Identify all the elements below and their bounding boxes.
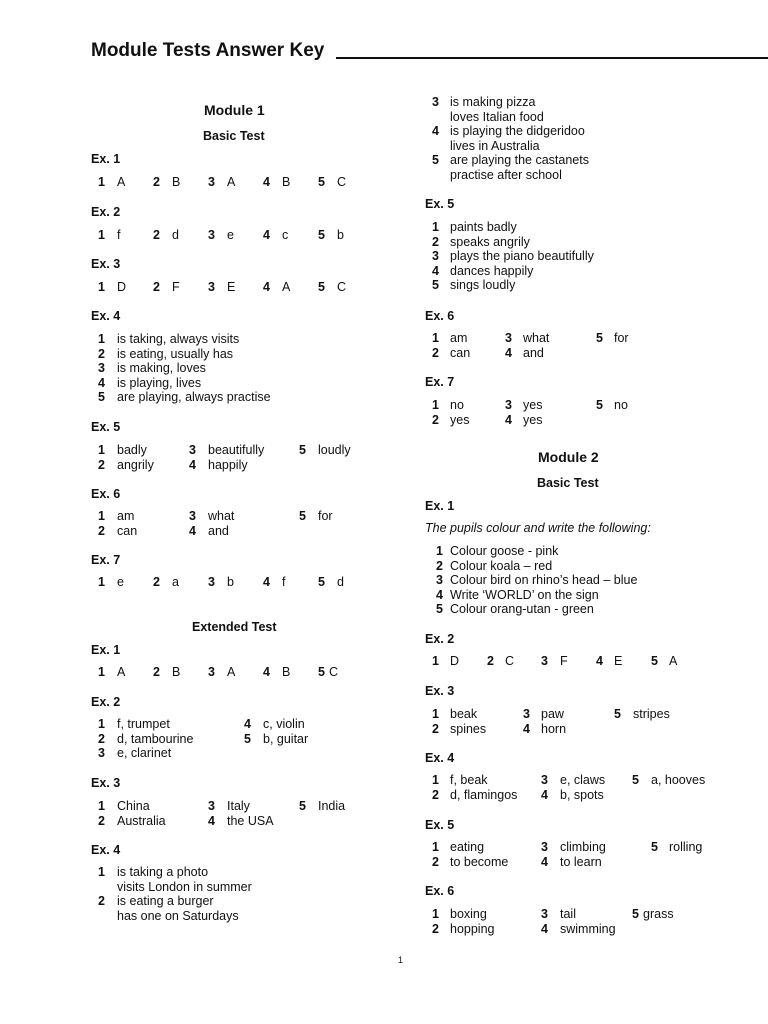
item-number: 1: [98, 575, 105, 589]
answer-text: rolling: [669, 840, 703, 854]
answer-text: lives in Australia: [450, 138, 540, 153]
item-number: 1: [432, 654, 439, 668]
item-number: 3: [208, 228, 215, 242]
page-title: Module Tests Answer Key: [91, 40, 325, 61]
m2-ex5-heading: Ex. 5: [425, 818, 455, 832]
answer-text: e: [227, 228, 234, 242]
item-number: 3: [208, 665, 215, 679]
item-number: 3: [98, 361, 105, 376]
item-number: 4: [505, 345, 512, 360]
answer-text: happily: [208, 457, 248, 472]
answer-text: Australia: [117, 813, 166, 828]
item-number: 2: [153, 575, 160, 589]
item-number: 3: [541, 654, 548, 668]
item-number: 3: [98, 746, 105, 761]
answer-text: are playing the castanets: [450, 153, 589, 168]
item-number: 5: [432, 153, 439, 168]
m1-basic-ex1-heading: Ex. 1: [91, 152, 121, 166]
item-number: 1: [98, 509, 105, 523]
module-2-heading: Module 2: [538, 449, 599, 465]
m1-extended-ex5-heading: Ex. 5: [425, 197, 455, 211]
answer-text: is eating, usually has: [117, 346, 234, 361]
answer-text: A: [227, 665, 236, 679]
answer-text: to learn: [560, 854, 602, 869]
m2-ex1-heading: Ex. 1: [425, 499, 455, 513]
answer-text: India: [318, 799, 346, 813]
item-number: 3: [189, 509, 196, 523]
item-number: 2: [487, 654, 494, 668]
item-number: 5: [596, 398, 603, 412]
answer-text: B: [172, 175, 181, 189]
answer-text: A: [669, 654, 678, 668]
item-number: 3: [432, 95, 439, 109]
item-number: 3: [436, 573, 443, 588]
item-number: 5: [318, 280, 325, 294]
answer-text: angrily: [117, 457, 154, 472]
item-number: 4: [263, 175, 270, 189]
answer-text: speaks angrily: [450, 234, 530, 249]
item-number: 1: [432, 840, 439, 854]
answer-text: is playing, lives: [117, 375, 202, 390]
answer-text: is making pizza: [450, 95, 536, 109]
item-number: 4: [208, 813, 215, 828]
item-number: 4: [541, 921, 548, 936]
item-number: 5: [299, 799, 306, 813]
answer-text: C: [505, 654, 515, 668]
item-number: 3: [208, 575, 215, 589]
answer-text: plays the piano beautifully: [450, 249, 594, 264]
answer-text: and: [208, 523, 229, 538]
answer-text: b, guitar: [263, 731, 309, 746]
answer-text: C: [329, 665, 339, 679]
item-number: 5: [318, 665, 325, 679]
item-number: 2: [436, 558, 443, 573]
answer-text: D: [450, 654, 460, 668]
module-1-extended-test-heading: Extended Test: [192, 620, 277, 634]
item-number: 3: [189, 443, 196, 457]
answer-text: e: [117, 575, 124, 589]
item-number: 3: [541, 773, 548, 787]
answer-text: no: [614, 398, 628, 412]
item-number: 5: [632, 773, 639, 787]
item-number: 5: [98, 390, 105, 405]
item-number: 5: [318, 575, 325, 589]
item-number: 2: [432, 234, 439, 249]
answer-text: grass: [643, 907, 674, 921]
answer-text: F: [560, 654, 568, 668]
answer-text: to become: [450, 854, 509, 869]
answer-text: F: [172, 280, 180, 294]
answer-text: visits London in summer: [117, 879, 252, 894]
item-number: 1: [98, 717, 105, 731]
item-number: 4: [263, 228, 270, 242]
item-number: 4: [263, 280, 270, 294]
item-number: 4: [244, 717, 251, 731]
item-number: 2: [432, 921, 439, 936]
answer-text: loves Italian food: [450, 109, 544, 124]
answer-text: e, clarinet: [117, 746, 172, 761]
answer-text: b: [337, 228, 344, 242]
answer-text: e, claws: [560, 773, 606, 787]
answer-text: d: [172, 228, 179, 242]
answer-text: d, tambourine: [117, 731, 194, 746]
answer-text: a: [172, 575, 179, 589]
answer-text: no: [450, 398, 464, 412]
item-number: 1: [432, 398, 439, 412]
answer-text: b, spots: [560, 787, 604, 802]
item-number: 2: [98, 457, 105, 472]
answer-text: practise after school: [450, 168, 562, 182]
item-number: 4: [98, 375, 105, 390]
item-number: 1: [436, 544, 443, 558]
answer-text: can: [450, 345, 471, 360]
answer-text: for: [614, 331, 629, 345]
answer-text: Colour koala – red: [450, 558, 553, 573]
answer-text: eating: [450, 840, 485, 854]
item-number: 1: [98, 665, 105, 679]
m1-extended-ex2-heading: Ex. 2: [91, 695, 121, 709]
item-number: 5: [244, 731, 251, 746]
item-number: 4: [263, 665, 270, 679]
item-number: 5: [318, 228, 325, 242]
item-number: 2: [432, 412, 439, 427]
m1-basic-ex2-heading: Ex. 2: [91, 205, 121, 219]
answer-text: E: [227, 280, 236, 294]
answer-text: dances happily: [450, 263, 534, 278]
answer-text: am: [450, 331, 468, 345]
answer-text: paw: [541, 707, 564, 721]
answer-text: B: [282, 175, 291, 189]
item-number: 5: [299, 509, 306, 523]
item-number: 2: [432, 345, 439, 360]
item-number: 5: [614, 707, 621, 721]
answer-text: stripes: [633, 707, 670, 721]
m1-extended-ex4-heading: Ex. 4: [91, 843, 121, 857]
answer-text: is playing the didgeridoo: [450, 124, 585, 139]
item-number: 4: [189, 457, 196, 472]
item-number: 4: [432, 124, 439, 139]
answer-text: f: [282, 575, 286, 589]
m1-extended-ex7-heading: Ex. 7: [425, 375, 455, 389]
item-number: 3: [505, 398, 512, 412]
answer-text: f: [117, 228, 121, 242]
item-number: 3: [208, 799, 215, 813]
answer-text: b: [227, 575, 234, 589]
item-number: 3: [505, 331, 512, 345]
m1-basic-ex5-heading: Ex. 5: [91, 420, 121, 434]
answer-text: A: [282, 280, 291, 294]
item-number: 2: [153, 665, 160, 679]
item-number: 1: [432, 707, 439, 721]
answer-text: the USA: [227, 813, 274, 828]
answer-text: spines: [450, 721, 487, 736]
answer-text: C: [337, 175, 347, 189]
answer-text: swimming: [560, 921, 616, 936]
answer-text: A: [117, 665, 126, 679]
item-number: 5: [432, 278, 439, 293]
item-number: 2: [98, 894, 105, 909]
answer-text: is eating a burger: [117, 894, 214, 909]
m2-ex1-instruction: The pupils colour and write the following:: [425, 521, 651, 535]
answer-text: is taking, always visits: [117, 332, 240, 346]
answer-text: B: [172, 665, 181, 679]
module-1-heading: Module 1: [204, 102, 265, 118]
item-number: 5: [318, 175, 325, 189]
answer-text: boxing: [450, 907, 487, 921]
item-number: 3: [208, 280, 215, 294]
item-number: 2: [432, 721, 439, 736]
item-number: 5: [596, 331, 603, 345]
item-number: 3: [541, 840, 548, 854]
answer-text: Write ‘WORLD’ on the sign: [450, 587, 599, 602]
item-number: 1: [432, 907, 439, 921]
item-number: 1: [98, 332, 105, 346]
m1-basic-ex6-heading: Ex. 6: [91, 487, 121, 501]
answer-text: what: [208, 509, 235, 523]
item-number: 4: [505, 412, 512, 427]
item-number: 2: [98, 813, 105, 828]
item-number: 4: [596, 654, 603, 668]
m2-ex4-heading: Ex. 4: [425, 751, 455, 765]
answer-text: a, hooves: [651, 773, 706, 787]
page-number: 1: [398, 955, 404, 965]
answer-text: d, flamingos: [450, 787, 518, 802]
item-number: 1: [98, 175, 105, 189]
item-number: 5: [299, 443, 306, 457]
item-number: 1: [98, 865, 105, 879]
item-number: 2: [153, 280, 160, 294]
item-number: 2: [98, 731, 105, 746]
answer-text: beak: [450, 707, 478, 721]
answer-text: sings loudly: [450, 278, 516, 293]
answer-text: D: [117, 280, 127, 294]
item-number: 2: [98, 346, 105, 361]
m1-basic-ex4-heading: Ex. 4: [91, 309, 121, 323]
answer-text: f, beak: [450, 773, 488, 787]
answer-text: A: [117, 175, 126, 189]
item-number: 5: [651, 840, 658, 854]
answer-text: f, trumpet: [117, 717, 170, 731]
module-2-basic-test-heading: Basic Test: [537, 476, 599, 490]
item-number: 1: [432, 773, 439, 787]
m2-ex6-heading: Ex. 6: [425, 884, 455, 898]
answer-text: has one on Saturdays: [117, 908, 239, 923]
answer-text: for: [318, 509, 333, 523]
item-number: 3: [523, 707, 530, 721]
item-number: 4: [432, 263, 439, 278]
answer-text: can: [117, 523, 138, 538]
answer-text: what: [523, 331, 550, 345]
answer-text: are playing, always practise: [117, 390, 271, 405]
answer-text: d: [337, 575, 344, 589]
item-number: 2: [153, 175, 160, 189]
item-number: 1: [98, 280, 105, 294]
item-number: 3: [208, 175, 215, 189]
item-number: 5: [632, 907, 639, 921]
item-number: 1: [98, 228, 105, 242]
item-number: 4: [541, 787, 548, 802]
answer-text: China: [117, 799, 150, 813]
answer-text: c, violin: [263, 717, 305, 731]
answer-text: Italy: [227, 799, 250, 813]
answer-text: c: [282, 228, 289, 242]
item-number: 5: [436, 602, 443, 617]
answer-text: yes: [523, 398, 543, 412]
item-number: 4: [523, 721, 530, 736]
title-rule: [336, 57, 768, 59]
answer-text: Colour bird on rhino’s head – blue: [450, 573, 638, 588]
item-number: 2: [432, 854, 439, 869]
answer-text: horn: [541, 721, 567, 736]
m1-basic-ex3-heading: Ex. 3: [91, 257, 121, 271]
answer-text: B: [282, 665, 291, 679]
item-number: 4: [263, 575, 270, 589]
item-number: 4: [541, 854, 548, 869]
answer-text: yes: [523, 412, 543, 427]
answer-text: Colour orang-utan - green: [450, 602, 594, 617]
answer-text: loudly: [318, 443, 351, 457]
m1-extended-ex3-heading: Ex. 3: [91, 776, 121, 790]
answer-text: climbing: [560, 840, 606, 854]
item-number: 1: [98, 799, 105, 813]
item-number: 1: [432, 220, 439, 234]
item-number: 5: [651, 654, 658, 668]
m2-ex3-heading: Ex. 3: [425, 684, 455, 698]
item-number: 4: [189, 523, 196, 538]
item-number: 2: [153, 228, 160, 242]
item-number: 1: [432, 331, 439, 345]
item-number: 2: [98, 523, 105, 538]
answer-text: tail: [560, 907, 576, 921]
answer-text: beautifully: [208, 443, 265, 457]
answer-text: is taking a photo: [117, 865, 209, 879]
m1-extended-ex1-heading: Ex. 1: [91, 643, 121, 657]
item-number: 4: [436, 587, 443, 602]
item-number: 2: [432, 787, 439, 802]
m1-basic-ex7-heading: Ex. 7: [91, 553, 121, 567]
item-number: 3: [432, 249, 439, 264]
answer-text: yes: [450, 412, 470, 427]
item-number: 3: [541, 907, 548, 921]
item-number: 1: [98, 443, 105, 457]
answer-text: C: [337, 280, 347, 294]
answer-text: am: [117, 509, 135, 523]
answer-text: is making, loves: [117, 361, 206, 376]
answer-text: paints badly: [450, 220, 517, 234]
answer-text: E: [614, 654, 623, 668]
module-1-basic-test-heading: Basic Test: [203, 129, 265, 143]
answer-text: Colour goose - pink: [450, 544, 559, 558]
answer-text: A: [227, 175, 236, 189]
answer-text: and: [523, 345, 544, 360]
answer-text: badly: [117, 443, 147, 457]
m2-ex2-heading: Ex. 2: [425, 632, 455, 646]
m1-extended-ex6-heading: Ex. 6: [425, 309, 455, 323]
answer-text: hopping: [450, 921, 495, 936]
